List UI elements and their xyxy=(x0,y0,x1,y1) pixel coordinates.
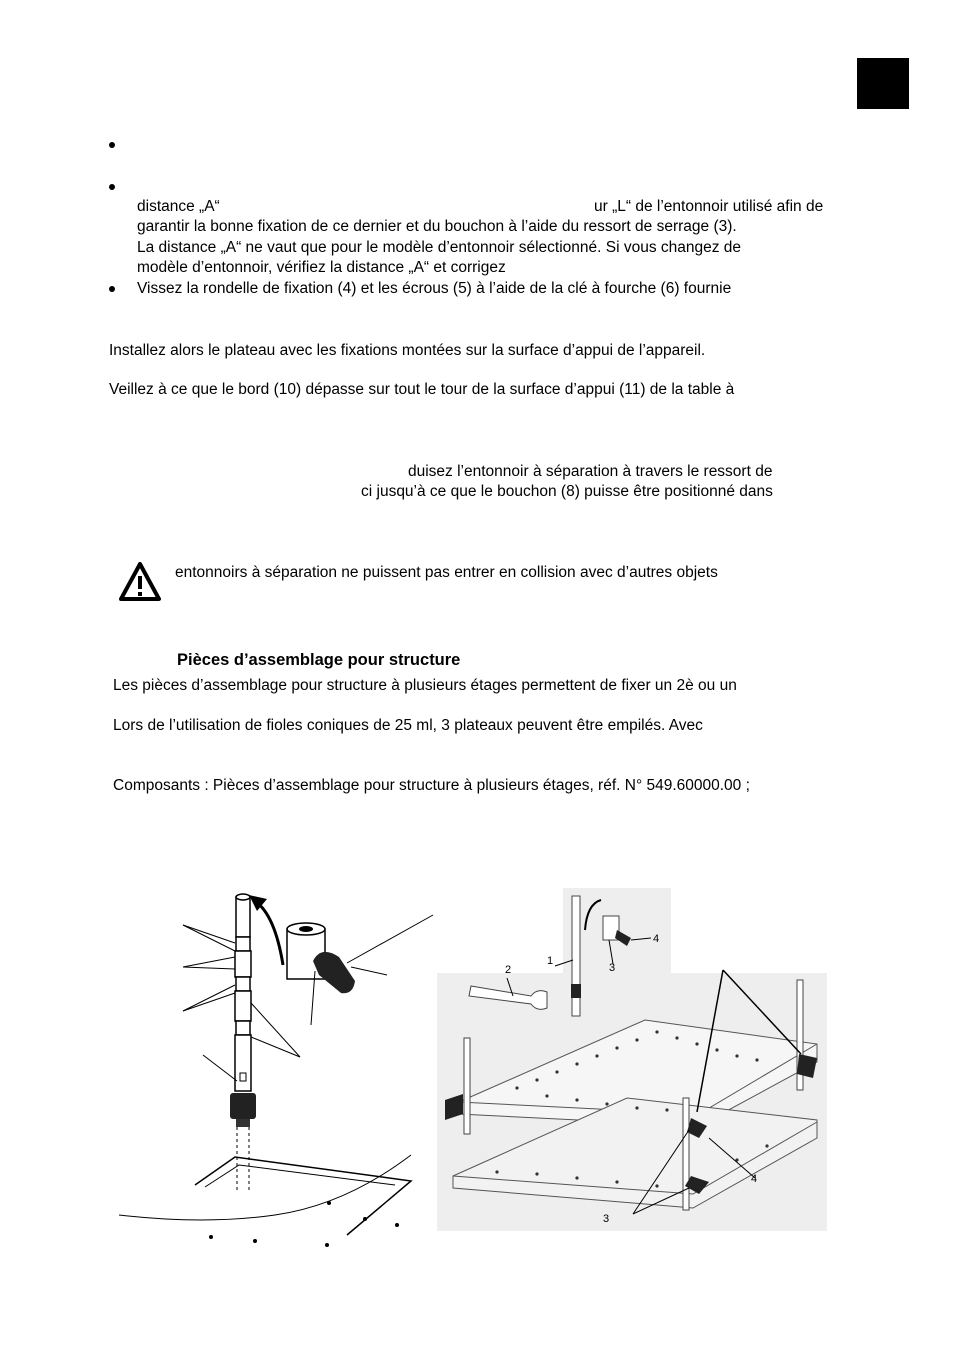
section-title: Pièces d’assemblage pour structure xyxy=(177,651,461,669)
section-paragraph-1: Les pièces d’assemblage pour structure à plusieurs étages permettent de fixer un 2è ou un xyxy=(113,677,737,694)
bullet-2 xyxy=(109,184,115,190)
paragraph-funnel-line-2: ci jusqu’à ce que le bouchon (8) puisse être positionné dans xyxy=(361,483,773,500)
paragraph-veillez: Veillez à ce que le bord (10) dépasse sur tout le tour de la surface d’appui (11) de la table à xyxy=(109,381,735,398)
warning-icon xyxy=(118,561,162,603)
figure-stacked-plates xyxy=(437,888,829,1233)
warning-text: entonnoirs à séparation ne puissent pas entrer en collision avec d’autres objets xyxy=(175,564,718,581)
bullet-2-line-1: distance „A“ xyxy=(137,198,220,215)
bullet-2-line-4: modèle d’entonnoir, vérifiez la distance „A“ et corrigez xyxy=(137,259,506,276)
language-tab-marker xyxy=(857,58,909,109)
figure-label-3-bottom: 3 xyxy=(603,1213,610,1225)
figure-label-4-bottom: 4 xyxy=(751,1173,758,1185)
bullet-2-line-2: garantir la bonne fixation de ce dernier et du bouchon à l’aide du ressort de serrage (3). xyxy=(137,218,737,235)
section-paragraph-2: Lors de l’utilisation de fioles coniques de 25 ml, 3 plateaux peuvent être empilés. Avec xyxy=(113,717,703,734)
figure-label-3-top: 3 xyxy=(609,962,616,974)
paragraph-install: Installez alors le plateau avec les fixations montées sur la surface d’appui de l’appareil. xyxy=(109,342,706,359)
section-paragraph-3: Composants : Pièces d’assemblage pour structure à plusieurs étages, réf. N° 549.60000.00 ; xyxy=(113,777,750,794)
figure-label-1: 1 xyxy=(547,955,554,967)
paragraph-funnel-line-1: duisez l’entonnoir à séparation à travers le ressort de xyxy=(408,463,773,480)
figure-label-2: 2 xyxy=(505,964,512,976)
figure-label-4-top: 4 xyxy=(653,933,660,945)
bullet-2-line-3: La distance „A“ ne vaut que pour le modèle d’entonnoir sélectionné. Si vous changez de xyxy=(137,239,742,256)
bullet-1 xyxy=(109,142,115,148)
bullet-2-line-1-right: ur „L“ de l’entonnoir utilisé afin de xyxy=(594,198,824,215)
bullet-3 xyxy=(109,286,115,292)
figure-rod-assembly xyxy=(115,885,435,1260)
bullet-3-line-1: Vissez la rondelle de fixation (4) et les écrous (5) à l’aide de la clé à fourche (6) fournie xyxy=(137,280,732,297)
